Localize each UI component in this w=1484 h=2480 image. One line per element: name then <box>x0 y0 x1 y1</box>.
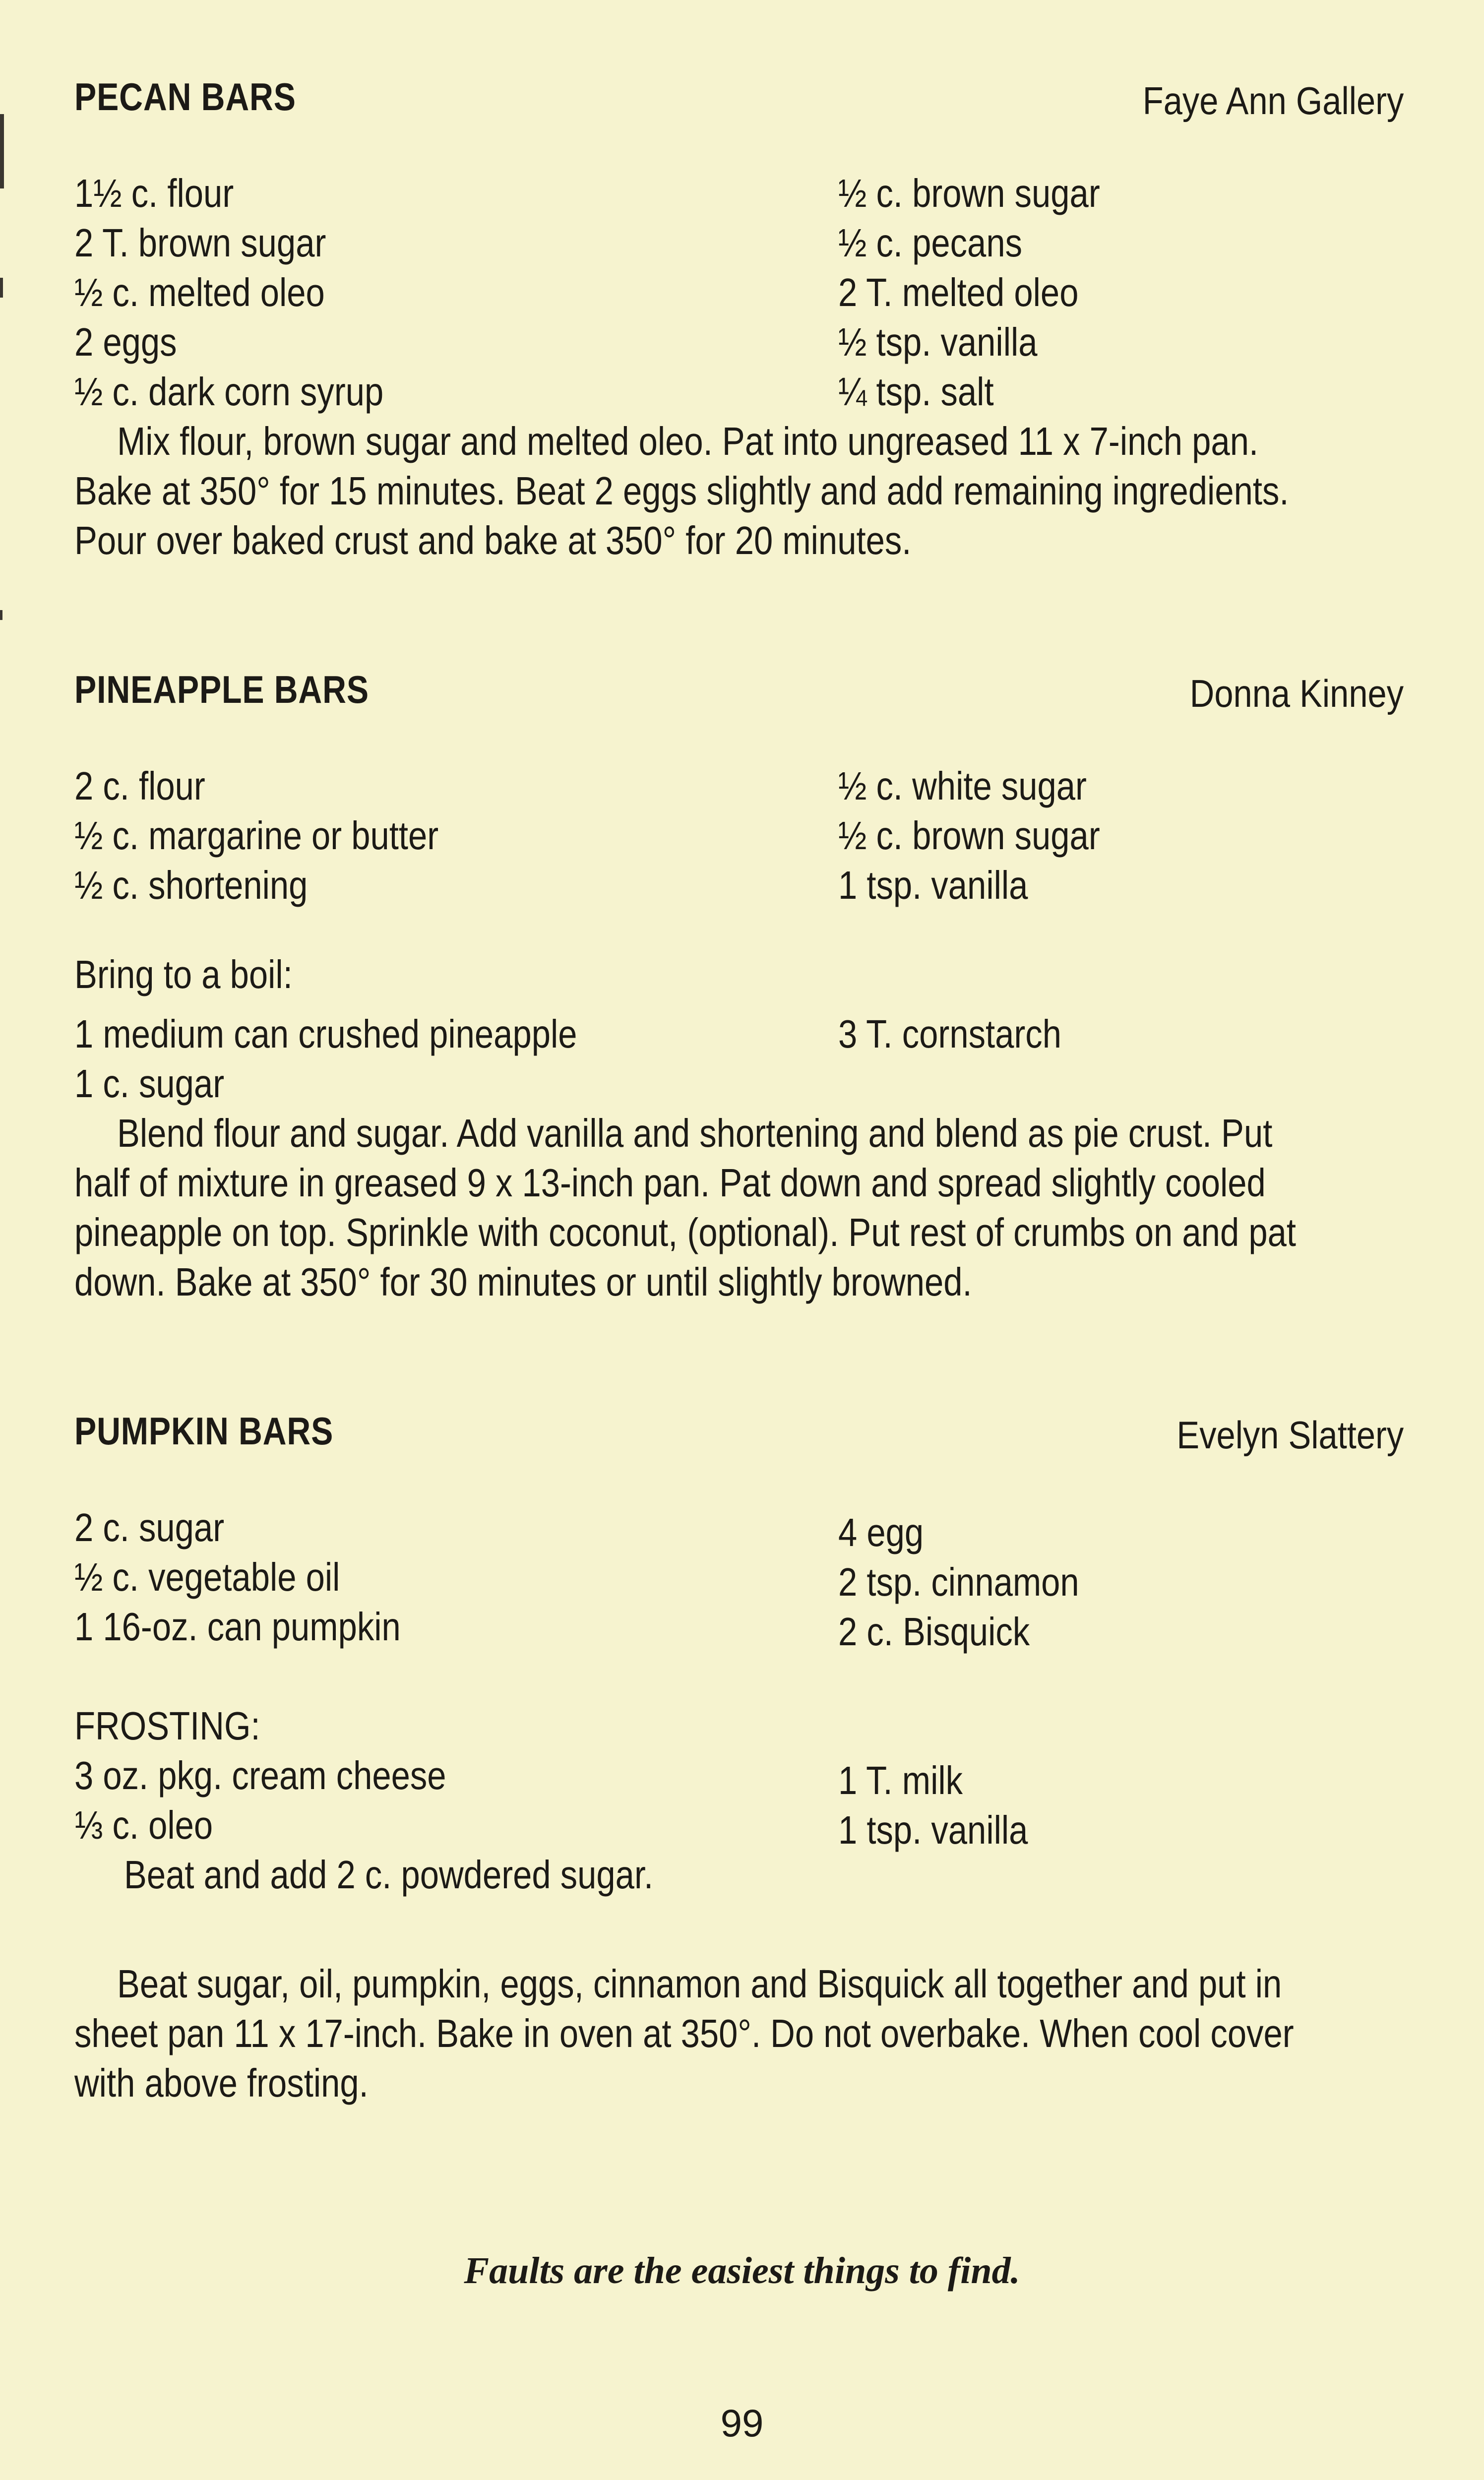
ingredient: 4 egg <box>838 1510 924 1554</box>
ingredient: ½ c. shortening <box>74 863 308 907</box>
directions-line: Bake at 350° for 15 minutes. Beat 2 eggs slightly and add remaining ingredients. <box>74 469 1289 513</box>
boil-heading: Bring to a boil: <box>74 952 293 996</box>
ingredient: ½ c. vegetable oil <box>74 1555 340 1599</box>
binding-edge-mark <box>0 610 2 620</box>
recipe-directions <box>74 417 1404 565</box>
ingredient: 1 T. milk <box>838 1758 963 1802</box>
recipe-author: Evelyn Slattery <box>1176 1413 1404 1457</box>
page-number: 99 <box>720 2401 764 2445</box>
directions-line: sheet pan 11 x 17-inch. Bake in oven at 350°. Do not overbake. When cool cover <box>74 2011 1294 2055</box>
recipe-pineapple-bars <box>74 667 1404 1327</box>
ingredient: ½ c. brown sugar <box>838 171 1100 215</box>
ingredient: ½ c. dark corn syrup <box>74 370 384 414</box>
ingredient: ½ c. brown sugar <box>838 813 1100 858</box>
directions-line: Pour over baked crust and bake at 350° for 20 minutes. <box>74 518 912 562</box>
frosting-note: Beat and add 2 c. powdered sugar. <box>124 1853 654 1897</box>
ingredient: 2 eggs <box>74 320 177 364</box>
ingredient: 2 c. flour <box>74 764 205 808</box>
ingredient: 1 tsp. vanilla <box>838 1808 1028 1852</box>
footer-quote: Faults are the easiest things to find. <box>464 2250 1020 2292</box>
ingredient: 2 T. brown sugar <box>74 221 326 265</box>
recipe-directions <box>74 1109 1404 1307</box>
ingredient: 2 c. Bisquick <box>838 1610 1030 1654</box>
ingredient: ⅓ c. oleo <box>74 1803 213 1847</box>
ingredient: 1 tsp. vanilla <box>838 863 1028 907</box>
directions-line: pineapple on top. Sprinkle with coconut, (optional). Put rest of crumbs on and pat <box>74 1210 1296 1254</box>
directions-line: with above frosting. <box>74 2061 369 2105</box>
ingredient: 3 oz. pkg. cream cheese <box>74 1753 446 1798</box>
recipe-author: Donna Kinney <box>1189 672 1404 715</box>
ingredient: ½ c. white sugar <box>838 764 1087 808</box>
recipe-author: Faye Ann Gallery <box>1142 79 1404 123</box>
recipe-title: PECAN BARS <box>74 75 296 119</box>
directions-line: Beat sugar, oil, pumpkin, eggs, cinnamon and Bisquick all together and put in <box>117 1962 1282 2006</box>
ingredient: 1 medium can crushed pineapple <box>74 1012 577 1056</box>
recipe-title: PINEAPPLE BARS <box>74 668 369 711</box>
ingredient: 2 c. sugar <box>74 1505 225 1550</box>
ingredient: ½ c. melted oleo <box>74 270 325 314</box>
recipe-pumpkin-bars <box>74 1409 1404 2118</box>
frosting-heading: FROSTING: <box>74 1704 260 1748</box>
directions-line: Mix flour, brown sugar and melted oleo. Pat into ungreased 11 x 7-inch pan. <box>117 419 1259 463</box>
ingredient: ½ c. pecans <box>838 221 1022 265</box>
recipe-directions <box>74 1959 1404 2108</box>
ingredient: 1 16-oz. can pumpkin <box>74 1605 401 1649</box>
directions-line: down. Bake at 350° for 30 minutes or until slightly browned. <box>74 1260 972 1304</box>
ingredient: ½ tsp. vanilla <box>838 320 1038 364</box>
recipe-pecan-bars <box>74 74 1404 570</box>
ingredient: 1½ c. flour <box>74 171 234 215</box>
directions-line: half of mixture in greased 9 x 13-inch pan. Pat down and spread slightly cooled <box>74 1161 1266 1205</box>
recipe-title: PUMPKIN BARS <box>74 1409 334 1453</box>
binding-edge-mark <box>0 114 4 188</box>
ingredient: 2 tsp. cinnamon <box>838 1560 1079 1604</box>
ingredient: ½ c. margarine or butter <box>74 813 439 858</box>
ingredient: 1 c. sugar <box>74 1061 225 1106</box>
ingredient: 3 T. cornstarch <box>838 1012 1061 1056</box>
directions-line: Blend flour and sugar. Add vanilla and shortening and blend as pie crust. Put <box>117 1111 1273 1155</box>
ingredient: 2 T. melted oleo <box>838 270 1079 314</box>
ingredient: ¼ tsp. salt <box>838 370 994 414</box>
binding-edge-mark <box>0 278 3 298</box>
